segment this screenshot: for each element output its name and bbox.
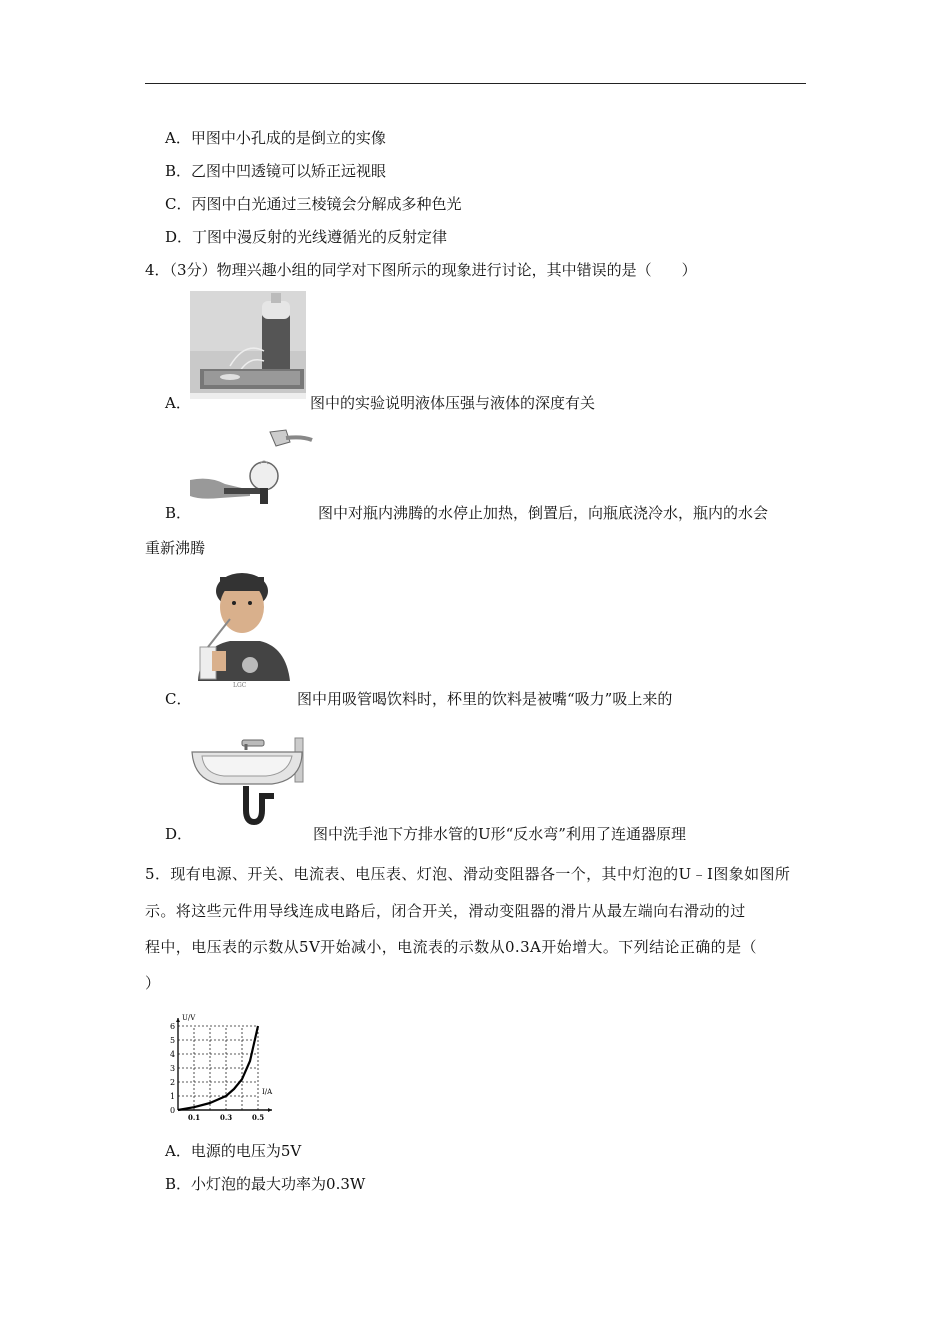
q3-option-a: A．甲图中小孔成的是倒立的实像 [165,129,386,147]
q4-option-c-text: 图中用吸管喝饮料时，杯里的饮料是被嘴“吸力”吸上来的 [297,690,673,708]
washbasin-diagram [190,730,310,830]
x-tick-label: 0.3 [220,1113,233,1120]
q3-option-c: C．丙图中白光通过三棱镜会分解成多种色光 [165,195,462,213]
y-axis-arrow [176,1018,180,1022]
y-axis-label: U/V [182,1014,196,1022]
q5-stem-line-1: 5．现有电源、开关、电流表、电压表、灯泡、滑动变阻器各一个，其中灯泡的U﹣I图象如图所 [145,865,791,883]
chart-ticks [170,1022,264,1120]
q5-stem-line-2: 示。将这些元件用导线连成电路后，闭合开关，滑动变阻器的滑片从最左端向右滑动的过 [145,902,746,920]
ui-graph-svg [160,1008,280,1120]
x-axis-label: I/A [262,1088,273,1096]
header-rule [145,83,806,84]
q3-option-d: D．丁图中漫反射的光线遵循光的反射定律 [165,228,448,246]
y-tick-label: 1 [170,1092,176,1101]
q3-option-b: B．乙图中凹透镜可以矫正远视眼 [165,162,387,180]
origin-label: 0 [170,1106,176,1115]
q4-option-c-letter: C． [165,690,192,708]
x-tick-label: 0.5 [252,1113,265,1120]
q4-option-a-letter: A． [165,394,191,412]
q4-option-b-text: 图中对瓶内沸腾的水停止加热，倒置后，向瓶底浇冷水，瓶内的水会 [318,504,769,522]
boiling-flask-photo [190,428,314,510]
x-axis-arrow [268,1108,272,1112]
q4-stem: 4．（3分）物理兴趣小组的同学对下图所示的现象进行讨论，其中错误的是（ ） [145,261,697,279]
y-tick-label: 6 [170,1022,176,1031]
photo-caption: LGC [233,682,247,689]
q4-option-b-text-cont: 重新沸腾 [145,539,206,557]
y-tick-label: 4 [170,1050,176,1059]
ui-graph [160,1008,280,1120]
y-tick-label: 5 [170,1036,176,1045]
q5-stem-line-4: ） [145,974,161,992]
y-tick-label: 2 [170,1078,176,1087]
q5-option-b: B．小灯泡的最大功率为0.3W [165,1175,366,1193]
q4-option-d-letter: D． [165,825,193,843]
q5-stem-line-3: 程中，电压表的示数从5V开始减小，电流表的示数从0.3A开始增大。下列结论正确的是（ [145,938,757,956]
y-tick-label: 3 [170,1064,176,1073]
q4-option-b-letter: B． [165,504,192,522]
boy-straw-photo [190,567,290,689]
q4-option-a-text: 图中的实验说明液体压强与液体的深度有关 [310,394,596,412]
q5-option-a: A．电源的电压为5V [165,1142,302,1160]
bottle-pressure-photo [190,291,306,399]
q4-option-d-text: 图中洗手池下方排水管的U形“反水弯”利用了连通器原理 [313,825,686,843]
x-tick-label: 0.1 [188,1113,201,1120]
